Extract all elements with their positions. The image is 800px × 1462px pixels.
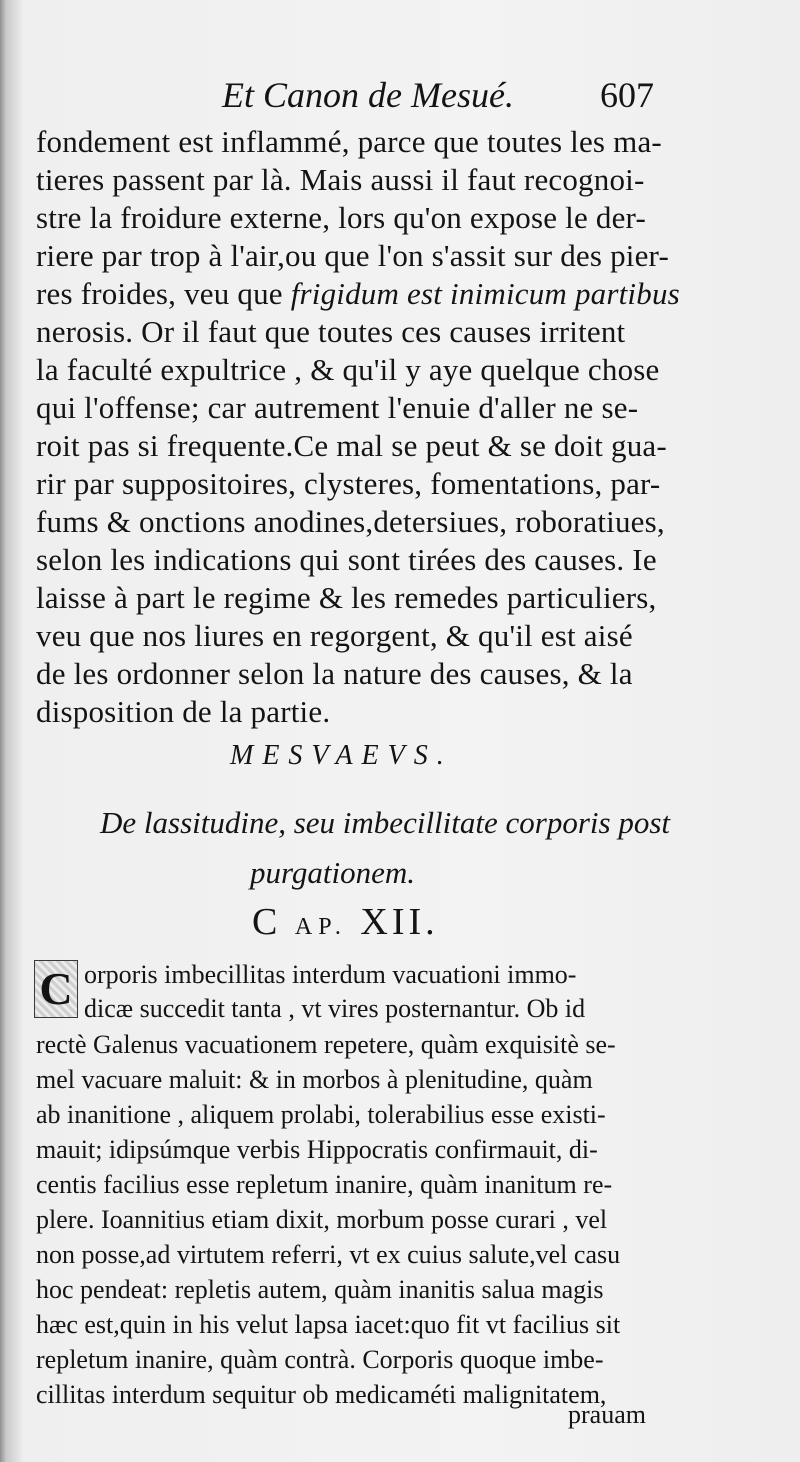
author-heading: MESVAEVS.	[230, 740, 453, 771]
text-line: rir par suppositoires, clysteres, fomentations, par-	[36, 466, 661, 501]
chapter-title	[100, 798, 700, 898]
text-line: tieres passent par là. Mais aussi il faut recognoi-	[36, 162, 645, 197]
text-line: fums & onctions anodines,detersiues, roboratiues,	[36, 504, 665, 539]
text-line: non posse,ad virtutem referri, vt ex cuius salute,vel casu	[36, 1240, 621, 1269]
page-number: 607	[600, 75, 654, 115]
text-line: hoc pendeat: repletis autem, quàm inanitis salua magis	[36, 1275, 604, 1304]
chapter-cap: C	[252, 901, 282, 943]
text-line: hæc est,quin in his velut lapsa iacet:quo fit vt facilius sit	[36, 1310, 621, 1339]
running-head	[0, 74, 800, 124]
chapter-cap-small: AP.	[294, 914, 347, 940]
chapter-title-line-1: De lassitudine, seu imbecillitate corporis post	[100, 805, 671, 840]
running-title: Et Canon de Mesué.	[222, 75, 514, 115]
text-line: riere par trop à l'air,ou que l'on s'assit sur des pier-	[36, 238, 669, 273]
text-line: centis facilius esse repletum inanire, quàm inanitum re-	[36, 1170, 613, 1199]
text-line: dicæ succedit tanta , vt vires posternantur. Ob id	[84, 994, 586, 1023]
drop-cap-ornament	[34, 960, 78, 1018]
text-line: selon les indications qui sont tirées des causes. Ie	[36, 542, 657, 577]
chapter-label	[252, 900, 439, 944]
chapter-number: XII.	[360, 901, 439, 943]
chapter-title-line-2: purgationem.	[250, 855, 416, 890]
text-line: ab inanitione , aliquem prolabi, tolerabilius esse existi-	[36, 1100, 606, 1129]
text-line: veu que nos liures en regorgent, & qu'il est aisé	[36, 618, 633, 653]
catchword: prauam	[568, 1400, 646, 1429]
text-line	[36, 276, 680, 312]
text-line: nerosis. Or il faut que toutes ces causes irritent	[36, 314, 626, 349]
drop-cap-letter: C	[39, 963, 73, 1014]
text-line: laisse à part le regime & les remedes particuliers,	[36, 580, 657, 615]
text-line: cillitas interdum sequitur ob medicaméti malignitatem,	[36, 1380, 607, 1409]
text-line: mauit; idipsúmque verbis Hippocratis confirmauit, di-	[36, 1135, 598, 1164]
text-line: disposition de la partie.	[36, 694, 331, 729]
text-line: qui l'offense; car autrement l'enuie d'aller ne se-	[36, 390, 639, 425]
text-line: repletum inanire, quàm contrà. Corporis quoque imbe-	[36, 1345, 604, 1374]
text-line: orporis imbecillitas interdum vacuationi immo-	[84, 960, 577, 989]
text-line: la faculté expultrice , & qu'il y aye quelque chose	[36, 352, 660, 387]
text-line: rectè Galenus vacuationem repetere, quàm exquisitè se-	[36, 1030, 616, 1059]
latin-quote: frigidum est inimicum partibus	[290, 276, 680, 311]
text-line: stre la froidure externe, lors qu'on expose le der-	[36, 200, 646, 235]
text-line-start: res froides, veu que	[36, 276, 291, 311]
text-line: de les ordonner selon la nature des causes, & la	[36, 656, 633, 691]
text-line: fondement est inflammé, parce que toutes les ma-	[36, 124, 662, 159]
text-line: plere. Ioannitius etiam dixit, morbum posse curari , vel	[36, 1205, 608, 1234]
text-line: roit pas si frequente.Ce mal se peut & se doit gua-	[36, 428, 667, 463]
text-line: mel vacuare maluit: & in morbos à plenitudine, quàm	[36, 1065, 593, 1094]
